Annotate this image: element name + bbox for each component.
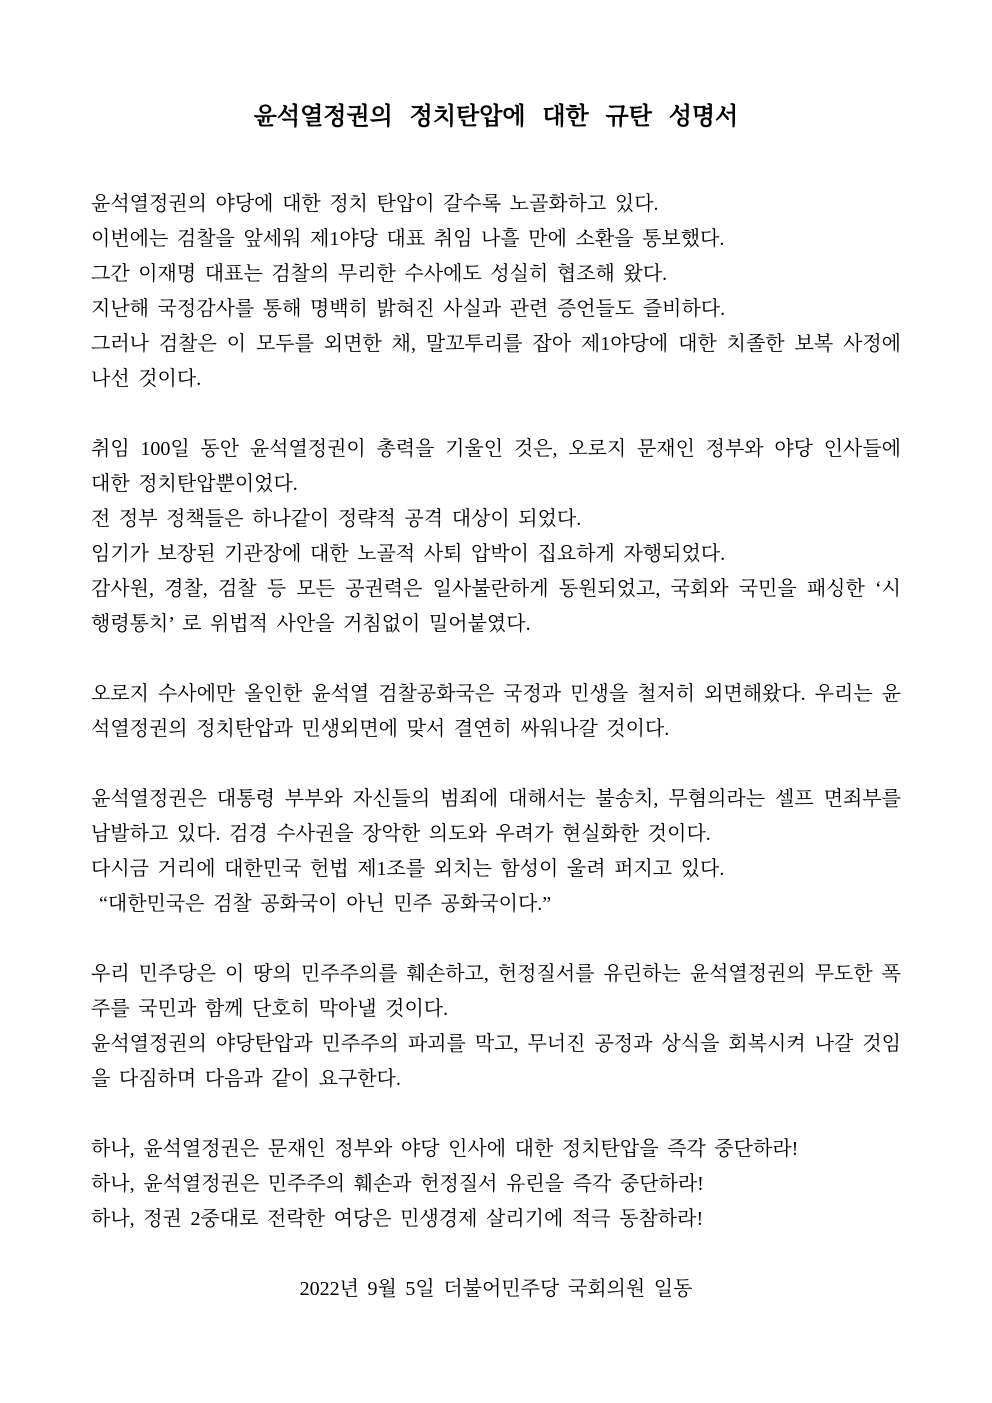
text-line: 오로지 수사에만 올인한 윤석열 검찰공화국은 국정과 민생을 철저히 외면해왔다. 우리는 윤석열정권의 정치탄압과 민생외면에 맞서 결연히 싸워나갈 것이다. [91, 683, 901, 740]
text-line: 지난해 국정감사를 통해 명백히 밝혀진 사실과 관련 증언들도 즐비하다. [91, 298, 726, 320]
body-paragraph-1 [91, 187, 901, 397]
demand-line-2: 하나, 윤석열정권은 민주주의 훼손과 헌정질서 유린을 즉각 중단하라! [91, 1173, 704, 1195]
text-line: 윤석열정권의 야당탄압과 민주주의 파괴를 막고, 무너진 공정과 상식을 회복시켜 나갈 것임을 다짐하며 다음과 같이 요구한다. [91, 1033, 901, 1090]
text-line: 윤석열정권의 야당에 대한 정치 탄압이 갈수록 노골화하고 있다. [91, 193, 659, 215]
constitution-quote-line: “대한민국은 검찰 공화국이 아닌 민주 공화국이다.” [99, 893, 552, 915]
body-paragraph-5 [91, 957, 901, 1097]
page-title: 윤석열정권의 정치탄압에 대한 규탄 성명서 [253, 104, 739, 130]
text-line: 그러나 검찰은 이 모두를 외면한 채, 말꼬투리를 잡아 제1야당에 대한 치졸한 보복 사정에 나선 것이다. [91, 333, 901, 390]
demand-line-3: 하나, 정권 2중대로 전락한 여당은 민생경제 살리기에 적극 동참하라! [91, 1208, 704, 1230]
demands-paragraph [91, 1132, 901, 1237]
body-paragraph-3 [91, 677, 901, 747]
text-line: 윤석열정권은 대통령 부부와 자신들의 범죄에 대해서는 불송치, 무혐의라는 셀프 면죄부를 남발하고 있다. 검경 수사권을 장악한 의도와 우려가 현실화한 것이다. [91, 788, 901, 845]
text-line: 임기가 보장된 기관장에 대한 노골적 사퇴 압박이 집요하게 자행되었다. [91, 543, 726, 565]
text-line: 그간 이재명 대표는 검찰의 무리한 수사에도 성실히 협조해 왔다. [91, 263, 668, 285]
body-paragraph-4 [91, 782, 901, 922]
date-signature-line: 2022년 9월 5일 더불어민주당 국회의원 일동 [299, 1278, 693, 1300]
body-paragraph-2 [91, 432, 901, 642]
text-line: 감사원, 경찰, 검찰 등 모든 공권력은 일사불란하게 동원되었고, 국회와 국민을 패싱한 ‘시행령통치’ 로 위법적 사안을 거침없이 밀어붙였다. [91, 578, 901, 635]
text-line: 이번에는 검찰을 앞세워 제1야당 대표 취임 나흘 만에 소환을 통보했다. [91, 228, 725, 250]
text-line: 우리 민주당은 이 땅의 민주주의를 훼손하고, 헌정질서를 유린하는 윤석열정권의 무도한 폭주를 국민과 함께 단호히 막아낼 것이다. [91, 963, 901, 1020]
demand-line-1: 하나, 윤석열정권은 문재인 정부와 야당 인사에 대한 정치탄압을 즉각 중단하라! [91, 1138, 799, 1160]
text-line: 다시금 거리에 대한민국 헌법 제1조를 외치는 함성이 울려 퍼지고 있다. [91, 858, 725, 880]
text-line: 전 정부 정책들은 하나같이 정략적 공격 대상이 되었다. [91, 508, 582, 530]
text-line: 취임 100일 동안 윤석열정권이 총력을 기울인 것은, 오로지 문재인 정부와 야당 인사들에 대한 정치탄압뿐이었다. [91, 438, 901, 495]
